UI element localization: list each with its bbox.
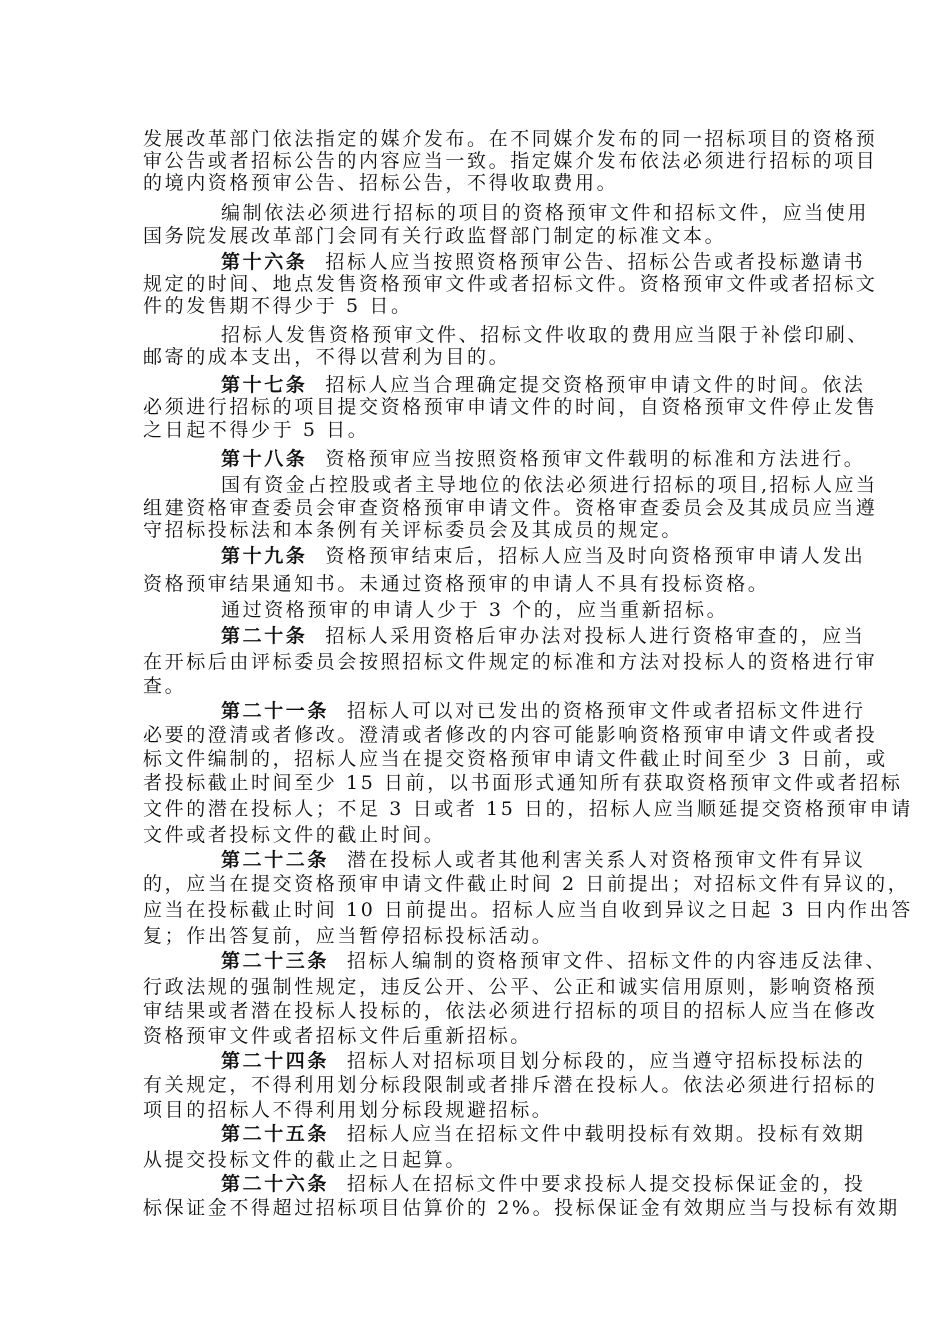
text-line [143, 675, 795, 697]
text-line [143, 772, 903, 794]
line-text: 文件或者投标文件的截止时间。 [143, 824, 446, 846]
article-heading: 第二十三条 [221, 950, 330, 972]
line-text: 的，应当在提交资格预审申请文件截止时间 2 日前提出；对招标文件有异议的， [143, 873, 910, 895]
text-line [143, 396, 878, 418]
text-line [221, 700, 866, 722]
text-line [143, 798, 913, 820]
text-line [143, 651, 878, 673]
text-line [143, 899, 913, 921]
line-text: 有关规定，不得利用划分标段限制或者排斥潜在投标人。依法必须进行招标的 [143, 1074, 878, 1096]
text-line [221, 374, 866, 396]
article-heading: 第二十六条 [221, 1173, 330, 1195]
line-text: 潜在投标人或者其他利害关系人对资格预审文件有异议 [347, 849, 866, 871]
line-text: 项目的招标人不得利用划分标段规避招标。 [143, 1099, 554, 1121]
line-text: 邮寄的成本支出，不得以营利为目的。 [143, 346, 511, 368]
text-line [143, 519, 795, 541]
text-line [221, 202, 870, 224]
line-text: 招标人应当在招标文件中载明投标有效期。投标有效期 [347, 1123, 866, 1145]
line-text: 标文件编制的，招标人应当在提交资格预审申请文件截止时间至少 3 日前，或 [143, 748, 888, 770]
line-text: 审公告或者招标公告的内容应当一致。指定媒介发布依法必须进行招标的项目 [143, 150, 878, 172]
line-text: 资格预审文件或者招标文件后重新招标。 [143, 1025, 532, 1047]
article-heading: 第二十条 [221, 625, 308, 647]
line-text: 招标人在招标文件中要求投标人提交投标保证金的，投 [347, 1173, 866, 1195]
text-line [143, 925, 795, 947]
text-line [143, 273, 878, 295]
text-line [143, 748, 888, 770]
text-line [143, 824, 795, 846]
line-text: 招标人可以对已发出的资格预审文件或者招标文件进行 [347, 700, 866, 722]
line-text: 招标人对招标项目划分标段的，应当遵守招标投标法的 [347, 1050, 866, 1072]
article-heading: 第十六条 [221, 251, 308, 273]
line-text: 者投标截止时间至少 15 日前，以书面形式通知所有获取资格预审文件或者招标 [143, 772, 903, 794]
text-line [143, 1197, 900, 1219]
text-line [143, 1000, 878, 1022]
text-line [221, 625, 866, 647]
article-heading: 第十七条 [221, 374, 308, 396]
line-text: 件的发售期不得少于 5 日。 [143, 295, 413, 317]
line-text: 行政法规的强制性规定，违反公开、公平、公正和诚实信用原则，影响资格预 [143, 976, 878, 998]
text-line [221, 251, 866, 273]
text-line [143, 128, 878, 150]
article-heading: 第十八条 [221, 448, 308, 470]
article-heading: 第二十一条 [221, 700, 330, 722]
line-text: 审结果或者潜在投标人投标的，依法必须进行招标的项目的招标人应当在修改 [143, 1000, 878, 1022]
text-line [143, 724, 878, 746]
line-text: 之日起不得少于 5 日。 [143, 419, 370, 441]
text-line [221, 448, 866, 470]
text-line [221, 324, 870, 346]
line-text: 从提交投标文件的截止之日起算。 [143, 1149, 468, 1171]
article-heading: 第二十二条 [221, 849, 330, 871]
line-text: 标保证金不得超过招标项目估算价的 2%。投标保证金有效期应当与投标有效期 [143, 1197, 900, 1219]
line-text: 必要的澄清或者修改。澄清或者修改的内容可能影响资格预审申请文件或者投 [143, 724, 878, 746]
text-line [143, 976, 878, 998]
text-line [143, 172, 795, 194]
line-text: 通过资格预审的申请人少于 3 个的，应当重新招标。 [221, 599, 729, 621]
line-text: 必须进行招标的项目提交资格预审申请文件的时间，自资格预审文件停止发售 [143, 396, 878, 418]
line-text: 发展改革部门依法指定的媒介发布。在不同媒介发布的同一招标项目的资格预 [143, 128, 878, 150]
line-text: 招标人发售资格预审文件、招标文件收取的费用应当限于补偿印刷、 [221, 324, 870, 346]
line-text: 国有资金占控股或者主导地位的依法必须进行招标的项目,招标人应当 [221, 474, 878, 496]
line-text: 文件的潜在投标人；不足 3 日或者 15 日的，招标人应当顺延提交资格预审申请 [143, 798, 913, 820]
text-line [221, 1123, 866, 1145]
line-text: 资格预审结束后，招标人应当及时向资格预审申请人发出 [325, 545, 866, 567]
line-text: 守招标投标法和本条例有关评标委员会及其成员的规定。 [143, 519, 684, 541]
text-line [221, 545, 866, 567]
text-line [221, 1050, 866, 1072]
text-line [143, 225, 795, 247]
article-heading: 第二十四条 [221, 1050, 330, 1072]
line-text: 复；作出答复前，应当暂停招标投标活动。 [143, 925, 554, 947]
line-text: 招标人应当合理确定提交资格预审申请文件的时间。依法 [325, 374, 866, 396]
text-line [143, 1099, 795, 1121]
text-line [221, 474, 878, 496]
line-text: 组建资格审查委员会审查资格预审申请文件。资格审查委员会及其成员应当遵 [143, 497, 878, 519]
text-line [143, 1149, 795, 1171]
line-text: 查。 [143, 675, 187, 697]
line-text: 招标人采用资格后审办法对投标人进行资格审查的，应当 [325, 625, 866, 647]
article-heading: 第十九条 [221, 545, 308, 567]
text-line [143, 1025, 795, 1047]
line-text: 招标人应当按照资格预审公告、招标公告或者投标邀请书 [325, 251, 866, 273]
line-text: 规定的时间、地点发售资格预审文件或者招标文件。资格预审文件或者招标文 [143, 273, 878, 295]
text-line [221, 849, 866, 871]
text-line [143, 497, 878, 519]
line-text: 在开标后由评标委员会按照招标文件规定的标准和方法对投标人的资格进行审 [143, 651, 878, 673]
text-line [221, 599, 795, 621]
text-line [143, 295, 795, 317]
text-line [221, 1173, 866, 1195]
article-heading: 第二十五条 [221, 1123, 330, 1145]
text-line [143, 150, 878, 172]
text-line [143, 573, 795, 595]
line-text: 的境内资格预审公告、招标公告，不得收取费用。 [143, 172, 619, 194]
line-text: 招标人编制的资格预审文件、招标文件的内容违反法律、 [347, 950, 888, 972]
text-line [143, 419, 795, 441]
text-line [143, 346, 795, 368]
text-line [221, 950, 888, 972]
line-text: 应当在投标截止时间 10 日前提出。招标人应当自收到异议之日起 3 日内作出答 [143, 899, 913, 921]
line-text: 资格预审应当按照资格预审文件载明的标准和方法进行。 [325, 448, 866, 470]
text-line [143, 873, 910, 895]
line-text: 资格预审结果通知书。未通过资格预审的申请人不具有投标资格。 [143, 573, 770, 595]
text-line [143, 1074, 878, 1096]
line-text: 国务院发展改革部门会同有关行政监督部门制定的标准文本。 [143, 225, 727, 247]
line-text: 编制依法必须进行招标的项目的资格预审文件和招标文件，应当使用 [221, 202, 870, 224]
